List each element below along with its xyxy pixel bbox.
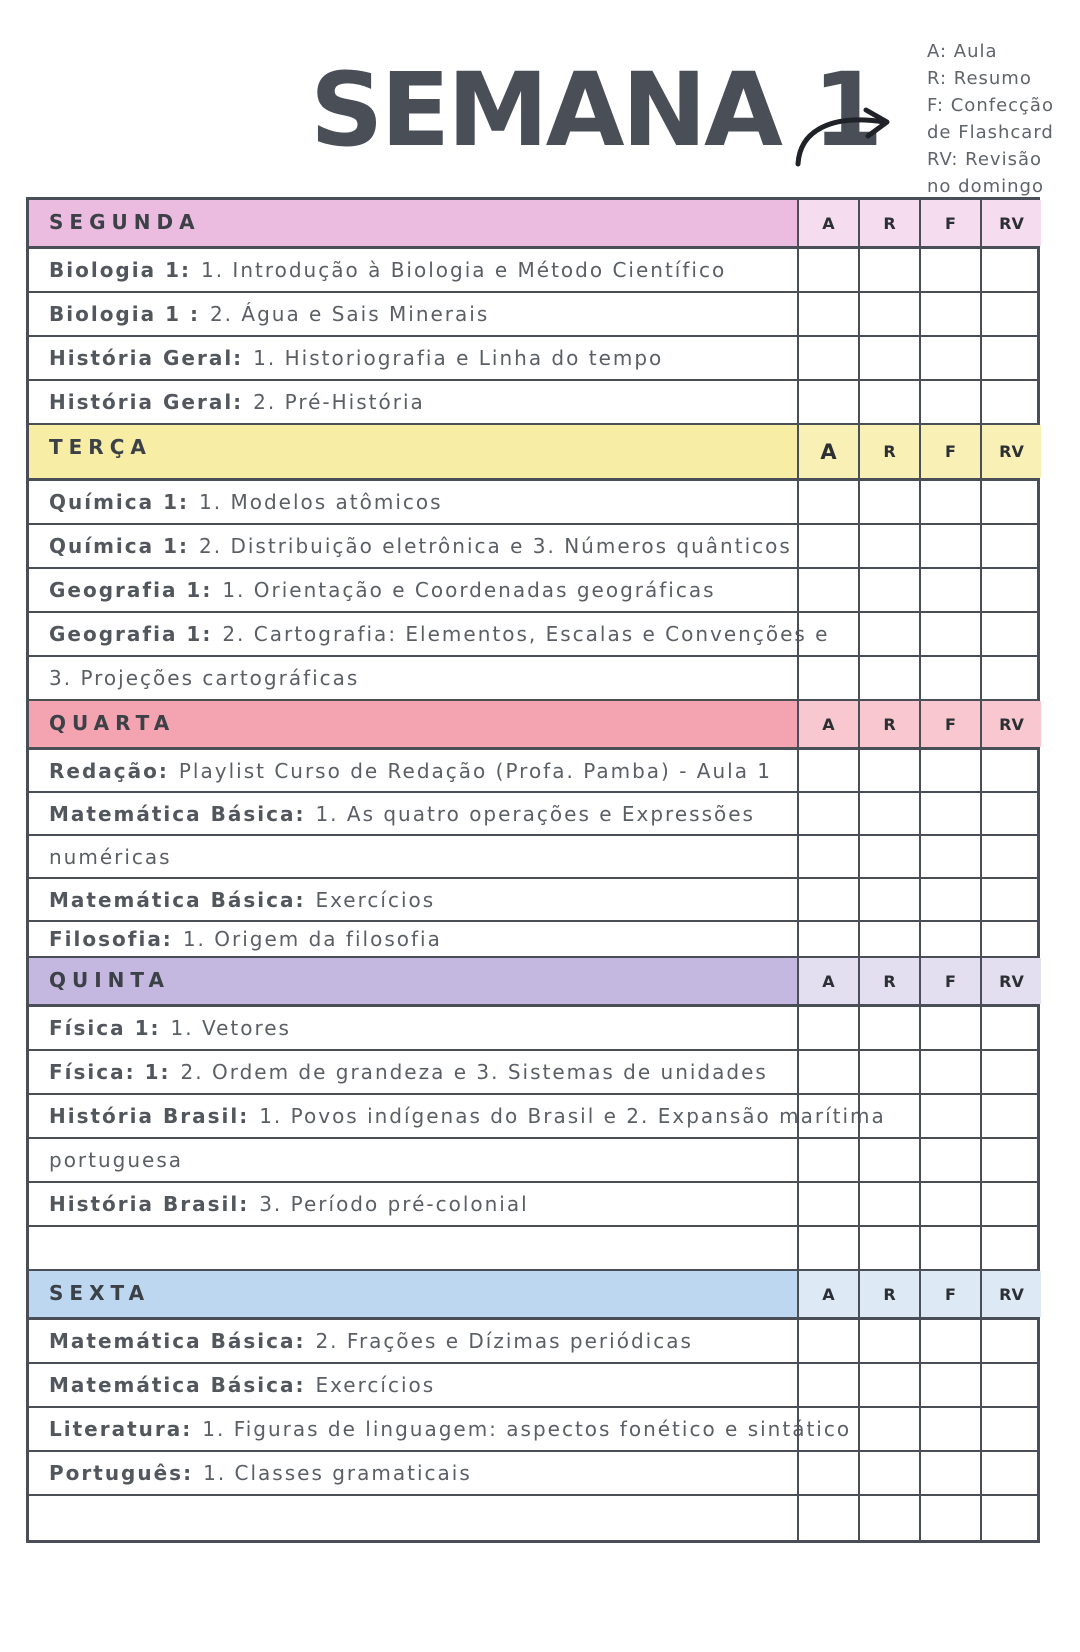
checkbox-a[interactable] — [797, 1364, 858, 1406]
checkbox-r[interactable] — [858, 249, 919, 291]
table-row — [29, 1095, 1037, 1139]
checkbox-a[interactable] — [797, 293, 858, 335]
topic-text: 2. Ordem de grandeza e 3. Sistemas de unidades — [180, 1060, 768, 1084]
checkbox-a[interactable] — [797, 381, 858, 423]
topic-text: 3. Projeções cartográficas — [49, 666, 360, 690]
legend — [927, 38, 1054, 200]
topic-cell — [29, 525, 797, 567]
topic-cell — [29, 1364, 797, 1406]
checkbox-r[interactable] — [858, 1452, 919, 1494]
subject-label: Geografia 1: — [49, 578, 213, 602]
subject-label: Matemática Básica: — [49, 801, 306, 826]
checkbox-f[interactable] — [919, 1320, 980, 1362]
topic-text: 1. Origem da filosofia — [182, 927, 442, 951]
checkbox-f[interactable] — [919, 481, 980, 523]
checkbox-rv[interactable] — [980, 1408, 1041, 1450]
table-row — [29, 613, 1037, 657]
subject-label: História Geral: — [49, 346, 244, 370]
table-row — [29, 922, 1037, 958]
checkbox-f[interactable] — [919, 1408, 980, 1450]
legend-line: A: Aula — [927, 41, 998, 62]
checkbox-rv[interactable] — [980, 1007, 1041, 1049]
checkbox-a[interactable] — [797, 1227, 858, 1269]
legend-line: de Flashcard — [927, 122, 1054, 143]
topic-cell — [29, 1408, 852, 1450]
checkbox-rv[interactable] — [980, 481, 1041, 523]
checkbox-a[interactable] — [797, 1408, 858, 1450]
checkbox-f[interactable] — [919, 1364, 980, 1406]
column-header-r: R — [858, 425, 919, 478]
checkbox-f[interactable] — [919, 1139, 980, 1181]
subject-label: Biologia 1: — [49, 258, 191, 282]
checkbox-f[interactable] — [919, 836, 980, 877]
topic-cell — [29, 1007, 797, 1049]
checkbox-r[interactable] — [858, 381, 919, 423]
checkbox-rv[interactable] — [980, 1139, 1041, 1181]
table-row — [29, 525, 1037, 569]
checkbox-rv[interactable] — [980, 293, 1041, 335]
checkbox-a[interactable] — [797, 1139, 858, 1181]
checkbox-f[interactable] — [919, 337, 980, 379]
topic-text: Playlist Curso de Redação (Profa. Pamba) - Aula 1 — [178, 758, 773, 783]
column-header-a: A — [797, 958, 858, 1004]
checkbox-r[interactable] — [858, 569, 919, 611]
checkbox-r[interactable] — [858, 1496, 919, 1540]
checkbox-f[interactable] — [919, 293, 980, 335]
topic-text: 1. Modelos atômicos — [199, 490, 443, 514]
topic-text: 2. Água e Sais Minerais — [209, 302, 490, 326]
subject-label: Matemática Básica: — [49, 887, 306, 912]
topic-cell — [29, 1051, 797, 1093]
checkbox-r[interactable] — [858, 1095, 919, 1137]
subject-label: História Brasil: — [49, 1192, 250, 1216]
checkbox-f[interactable] — [919, 1452, 980, 1494]
checkbox-r[interactable] — [858, 293, 919, 335]
checkbox-rv[interactable] — [980, 1183, 1041, 1225]
table-row — [29, 1452, 1037, 1496]
checkbox-f[interactable] — [919, 922, 980, 956]
subject-label: Redação: — [49, 758, 169, 783]
topic-cell — [29, 1496, 797, 1540]
checkbox-a[interactable] — [797, 1496, 858, 1540]
topic-text: 1. Introdução à Biologia e Método Científico — [200, 258, 727, 282]
checkbox-a[interactable] — [797, 337, 858, 379]
topic-text: 1. As quatro operações e Expressões — [315, 801, 755, 826]
column-header-r: R — [858, 958, 919, 1004]
column-header-rv: RV — [980, 1271, 1041, 1317]
topic-cell — [29, 1452, 797, 1494]
topic-text: 2. Pré-História — [253, 390, 425, 414]
day-header-quarta — [29, 701, 1037, 750]
column-header-a: A — [797, 200, 858, 246]
subject-label: Química 1: — [49, 534, 190, 558]
curved-arrow-icon — [792, 100, 902, 170]
topic-text: 1. Figuras de linguagem: aspectos fonético e sintático — [202, 1417, 852, 1441]
table-row — [29, 879, 1037, 922]
checkbox-r[interactable] — [858, 922, 919, 956]
table-row — [29, 381, 1037, 425]
checkbox-r[interactable] — [858, 481, 919, 523]
study-schedule-table — [26, 197, 1040, 1543]
checkbox-r[interactable] — [858, 1320, 919, 1362]
checkbox-r[interactable] — [858, 613, 919, 655]
table-row — [29, 1227, 1037, 1271]
checkbox-rv[interactable] — [980, 1095, 1041, 1137]
topic-text: Exercícios — [315, 887, 436, 912]
column-header-rv: RV — [980, 958, 1041, 1004]
topic-text: 1. Vetores — [170, 1016, 291, 1040]
checkbox-r[interactable] — [858, 337, 919, 379]
table-row — [29, 750, 1037, 793]
checkbox-a[interactable] — [797, 569, 858, 611]
legend-line: RV: Revisão — [927, 149, 1043, 170]
checkbox-f[interactable] — [919, 793, 980, 834]
topic-cell — [29, 657, 797, 699]
checkbox-f[interactable] — [919, 525, 980, 567]
topic-text: 2. Distribuição eletrônica e 3. Números quânticos — [199, 534, 792, 558]
topic-text: 2. Frações e Dízimas periódicas — [315, 1329, 693, 1353]
topic-cell — [29, 1183, 797, 1225]
day-label: QUINTA — [29, 958, 797, 1004]
checkbox-r[interactable] — [858, 1408, 919, 1450]
checkbox-f[interactable] — [919, 1051, 980, 1093]
day-header-terca — [29, 425, 1037, 481]
checkbox-a[interactable] — [797, 1320, 858, 1362]
subject-label: Filosofia: — [49, 927, 173, 951]
checkbox-r[interactable] — [858, 750, 919, 791]
checkbox-a[interactable] — [797, 249, 858, 291]
table-row — [29, 481, 1037, 525]
table-row — [29, 793, 1037, 836]
column-header-r: R — [858, 200, 919, 246]
topic-cell — [29, 569, 797, 611]
subject-label: Matemática Básica: — [49, 1373, 306, 1397]
checkbox-r[interactable] — [858, 657, 919, 699]
table-row — [29, 1051, 1037, 1095]
table-row — [29, 836, 1037, 879]
topic-text: portuguesa — [49, 1148, 184, 1172]
topic-text: 1. Povos indígenas do Brasil e 2. Expansão marítima — [259, 1104, 886, 1128]
checkbox-a[interactable] — [797, 657, 858, 699]
subject-label: Biologia 1 : — [49, 302, 200, 326]
table-row — [29, 1007, 1037, 1051]
topic-cell — [29, 836, 797, 877]
topic-cell — [29, 249, 797, 291]
checkbox-f[interactable] — [919, 1496, 980, 1540]
column-header-f: F — [919, 200, 980, 246]
column-header-rv: RV — [980, 425, 1041, 478]
column-header-r: R — [858, 701, 919, 747]
topic-cell — [29, 793, 797, 834]
checkbox-f[interactable] — [919, 1007, 980, 1049]
checkbox-rv[interactable] — [980, 337, 1041, 379]
table-row — [29, 1408, 1037, 1452]
checkbox-rv[interactable] — [980, 1320, 1041, 1362]
legend-line: no domingo — [927, 176, 1044, 197]
checkbox-f[interactable] — [919, 657, 980, 699]
table-row — [29, 337, 1037, 381]
checkbox-f[interactable] — [919, 613, 980, 655]
checkbox-rv[interactable] — [980, 249, 1041, 291]
checkbox-rv[interactable] — [980, 613, 1041, 655]
subject-label: História Brasil: — [49, 1104, 250, 1128]
checkbox-rv[interactable] — [980, 525, 1041, 567]
checkbox-a[interactable] — [797, 1183, 858, 1225]
table-row — [29, 1183, 1037, 1227]
topic-text: 1. Classes gramaticais — [203, 1461, 472, 1485]
checkbox-f[interactable] — [919, 1227, 980, 1269]
day-label: TERÇA — [29, 425, 797, 478]
table-row — [29, 1496, 1037, 1540]
checkbox-a[interactable] — [797, 1051, 858, 1093]
checkbox-a[interactable] — [797, 481, 858, 523]
topic-cell — [29, 922, 797, 956]
column-header-r: R — [858, 1271, 919, 1317]
checkbox-a[interactable] — [797, 836, 858, 877]
checkbox-r[interactable] — [858, 879, 919, 920]
topic-cell — [29, 381, 797, 423]
column-header-rv: RV — [980, 701, 1041, 747]
table-row — [29, 1320, 1037, 1364]
day-label: QUARTA — [29, 701, 797, 747]
checkbox-r[interactable] — [858, 1227, 919, 1269]
checkbox-a[interactable] — [797, 1007, 858, 1049]
table-row — [29, 249, 1037, 293]
topic-text: 1. Historiografia e Linha do tempo — [253, 346, 664, 370]
column-header-f: F — [919, 701, 980, 747]
table-row — [29, 569, 1037, 613]
checkbox-rv[interactable] — [980, 879, 1041, 920]
checkbox-rv[interactable] — [980, 750, 1041, 791]
subject-label: Literatura: — [49, 1417, 193, 1441]
checkbox-rv[interactable] — [980, 1364, 1041, 1406]
topic-cell — [29, 337, 797, 379]
checkbox-r[interactable] — [858, 525, 919, 567]
checkbox-r[interactable] — [858, 1051, 919, 1093]
checkbox-rv[interactable] — [980, 1051, 1041, 1093]
topic-cell — [29, 1139, 797, 1181]
topic-cell — [29, 1320, 797, 1362]
checkbox-rv[interactable] — [980, 657, 1041, 699]
topic-cell — [29, 1227, 797, 1269]
topic-cell — [29, 879, 797, 920]
checkbox-a[interactable] — [797, 1095, 858, 1137]
table-row — [29, 657, 1037, 701]
checkbox-a[interactable] — [797, 922, 858, 956]
table-row — [29, 293, 1037, 337]
checkbox-r[interactable] — [858, 836, 919, 877]
topic-cell — [29, 1095, 886, 1137]
legend-line: R: Resumo — [927, 68, 1032, 89]
subject-label: Geografia 1: — [49, 622, 213, 646]
table-row — [29, 1139, 1037, 1183]
checkbox-r[interactable] — [858, 793, 919, 834]
topic-text: numéricas — [49, 844, 172, 869]
checkbox-f[interactable] — [919, 381, 980, 423]
checkbox-r[interactable] — [858, 1183, 919, 1225]
subject-label: História Geral: — [49, 390, 244, 414]
topic-text: 1. Orientação e Coordenadas geográficas — [222, 578, 716, 602]
subject-label: Física 1: — [49, 1016, 161, 1040]
topic-cell — [29, 293, 797, 335]
column-header-f: F — [919, 425, 980, 478]
subject-label: Química 1: — [49, 490, 190, 514]
checkbox-rv[interactable] — [980, 381, 1041, 423]
day-header-segunda — [29, 200, 1037, 249]
column-header-a: A — [797, 425, 858, 478]
checkbox-a[interactable] — [797, 793, 858, 834]
day-header-quinta — [29, 958, 1037, 1007]
day-header-sexta — [29, 1271, 1037, 1320]
column-header-a: A — [797, 701, 858, 747]
checkbox-rv[interactable] — [980, 922, 1041, 956]
checkbox-a[interactable] — [797, 613, 858, 655]
checkbox-f[interactable] — [919, 879, 980, 920]
table-row — [29, 1364, 1037, 1408]
column-header-a: A — [797, 1271, 858, 1317]
subject-label: Física: 1: — [49, 1060, 171, 1084]
checkbox-f[interactable] — [919, 249, 980, 291]
day-label: SEXTA — [29, 1271, 797, 1317]
subject-label: Matemática Básica: — [49, 1329, 306, 1353]
subject-label: Português: — [49, 1461, 194, 1485]
checkbox-rv[interactable] — [980, 569, 1041, 611]
checkbox-a[interactable] — [797, 879, 858, 920]
page-title: SEMANA 1 — [310, 51, 881, 170]
checkbox-f[interactable] — [919, 750, 980, 791]
topic-cell — [29, 613, 830, 655]
checkbox-a[interactable] — [797, 1452, 858, 1494]
checkbox-f[interactable] — [919, 1095, 980, 1137]
column-header-f: F — [919, 958, 980, 1004]
checkbox-f[interactable] — [919, 1183, 980, 1225]
column-header-rv: RV — [980, 200, 1041, 246]
checkbox-r[interactable] — [858, 1364, 919, 1406]
day-label: SEGUNDA — [29, 200, 797, 246]
topic-text: Exercícios — [315, 1373, 436, 1397]
checkbox-rv[interactable] — [980, 1496, 1041, 1540]
checkbox-r[interactable] — [858, 1007, 919, 1049]
checkbox-a[interactable] — [797, 525, 858, 567]
checkbox-a[interactable] — [797, 750, 858, 791]
topic-cell — [29, 481, 797, 523]
checkbox-rv[interactable] — [980, 1227, 1041, 1269]
topic-text: 2. Cartografia: Elementos, Escalas e Convenções e — [222, 622, 830, 646]
legend-line: F: Confecção — [927, 95, 1054, 116]
column-header-f: F — [919, 1271, 980, 1317]
checkbox-rv[interactable] — [980, 836, 1041, 877]
checkbox-f[interactable] — [919, 569, 980, 611]
topic-text: 3. Período pré-colonial — [259, 1192, 529, 1216]
topic-cell — [29, 750, 797, 791]
checkbox-r[interactable] — [858, 1139, 919, 1181]
checkbox-rv[interactable] — [980, 1452, 1041, 1494]
checkbox-rv[interactable] — [980, 793, 1041, 834]
